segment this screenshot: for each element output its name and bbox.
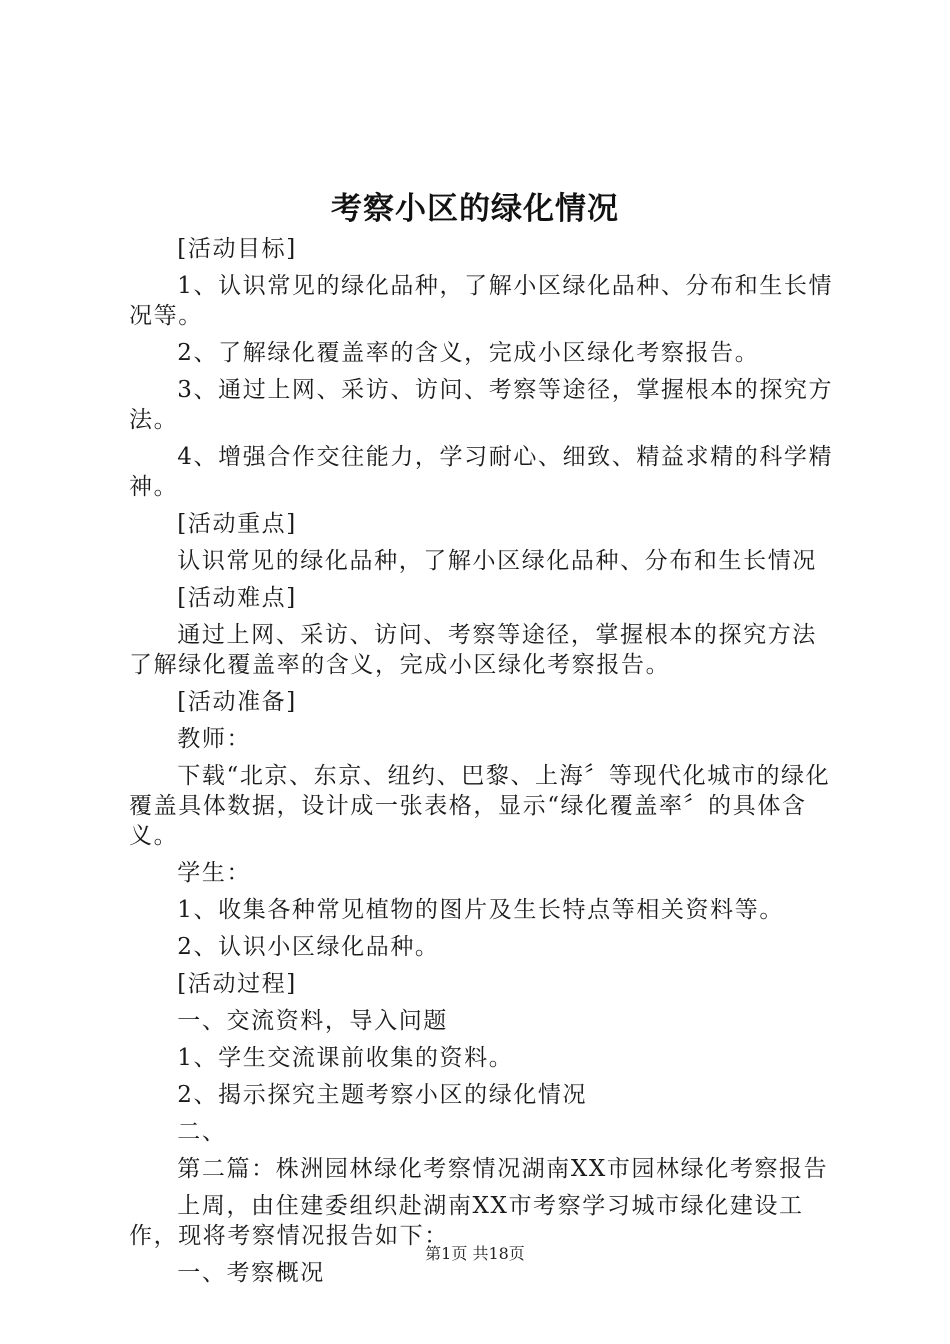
section-heading-difficulty: [活动难点] xyxy=(177,585,297,611)
paragraph: 学生： xyxy=(177,860,252,886)
section-heading-process: [活动过程] xyxy=(177,971,297,997)
paragraph: 二、 xyxy=(177,1119,227,1145)
section-heading-focus: [活动重点] xyxy=(177,511,297,537)
paragraph: 下载“北京、东京、纽约、巴黎、上海〞等现代化城市的绿化覆盖具体数据，设计成一张表格，显示“绿化覆盖率〞的具体含义。 xyxy=(129,763,831,849)
paragraph: 4、增强合作交往能力，学习耐心、细致、精益求精的科学精神。 xyxy=(129,444,834,500)
paragraph: 通过上网、采访、访问、考察等途径，掌握根本的探究方法 xyxy=(177,622,817,648)
paragraph: 1、收集各种常见植物的图片及生长特点等相关资料等。 xyxy=(177,897,784,923)
paragraph: 2、认识小区绿化品种。 xyxy=(177,934,440,960)
paragraph: 第二篇：株洲园林绿化考察情况湖南XX市园林绿化考察报告 xyxy=(177,1156,829,1182)
paragraph: 认识常见的绿化品种，了解小区绿化品种、分布和生长情况 xyxy=(177,548,817,574)
document-title: 考察小区的绿化情况 xyxy=(331,191,619,227)
section-heading-goals: [活动目标] xyxy=(177,236,297,262)
paragraph: 2、揭示探究主题考察小区的绿化情况 xyxy=(177,1082,588,1108)
paragraph: 上周，由住建委组织赴湖南XX市考察学习城市绿化建设工作，现将考察情况报告如下： xyxy=(129,1193,804,1249)
paragraph: 3、通过上网、采访、访问、考察等途径，掌握根本的探究方法。 xyxy=(129,377,834,433)
page-number-footer: 第1页 共18页 xyxy=(425,1244,525,1263)
paragraph: 一、交流资料，导入问题 xyxy=(177,1008,448,1034)
paragraph: 一、考察概况 xyxy=(177,1260,325,1286)
paragraph: 了解绿化覆盖率的含义，完成小区绿化考察报告。 xyxy=(129,652,671,678)
paragraph: 1、认识常见的绿化品种，了解小区绿化品种、分布和生长情况等。 xyxy=(129,273,834,329)
paragraph: 教师： xyxy=(177,726,252,752)
paragraph: 2、了解绿化覆盖率的含义，完成小区绿化考察报告。 xyxy=(177,340,760,366)
document-body xyxy=(129,234,841,1295)
section-heading-preparation: [活动准备] xyxy=(177,689,297,715)
paragraph: 1、学生交流课前收集的资料。 xyxy=(177,1045,514,1071)
